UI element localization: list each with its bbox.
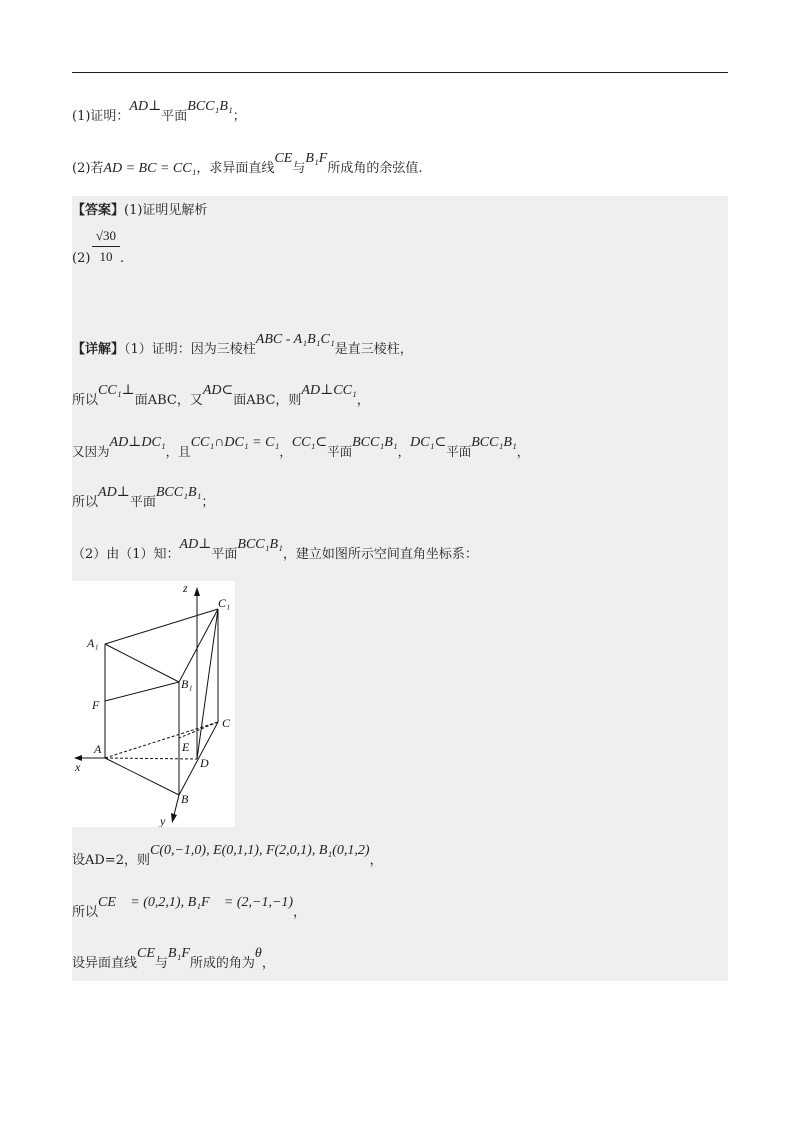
edge-a-b <box>105 758 179 795</box>
label-d: D <box>200 756 209 770</box>
detail-l4-m2: BCC₁B₁ <box>155 485 202 500</box>
detail-line-5 <box>72 537 478 562</box>
detail-l8-b1f: B₁F <box>167 946 190 961</box>
detail-line-7 <box>72 895 307 920</box>
detail-l5-p: 平面 <box>211 547 238 562</box>
prism-diagram <box>72 581 235 827</box>
label-b: B <box>181 792 189 806</box>
segment-d-c1 <box>197 609 218 759</box>
edge-a1-c1 <box>105 609 218 644</box>
detail-l2-end: ， <box>356 393 370 408</box>
q2-mid: ，求异面直线 <box>196 161 275 176</box>
answer-part-2-end: . <box>120 251 125 266</box>
detail-l1-math: ABC - A₁B₁C₁ <box>255 332 335 347</box>
detail-l6-end: ， <box>369 853 383 868</box>
fraction-numerator: √30 <box>92 228 120 247</box>
detail-l4-end: ； <box>201 495 215 510</box>
q2-condition: AD = BC = CC₁ <box>103 161 197 176</box>
detail-line-3 <box>72 435 530 460</box>
q1-end: ； <box>232 109 246 124</box>
detail-line-8 <box>72 946 275 971</box>
answer-fraction <box>92 228 120 265</box>
q2-end: 所成角的余弦值. <box>327 161 423 176</box>
detail-l4-p: 平面 <box>129 495 156 510</box>
answer-line-1 <box>72 204 207 217</box>
detail-l8-end: ， <box>261 956 275 971</box>
label-z: z <box>183 581 188 595</box>
answer-period <box>120 252 124 265</box>
detail-l3-a: 又因为 <box>72 444 110 459</box>
detail-l3-end: ， <box>516 444 530 459</box>
detail-l5-a: （2）由（1）知： <box>72 547 180 562</box>
detail-l3-m4: BCC₁B₁ <box>352 435 398 450</box>
detail-l8-a: 设异面直线 <box>72 956 138 971</box>
detail-l6-coords: C(0,−1,0), E(0,1,1), F(2,0,1), B₁(0,1,2) <box>149 843 370 858</box>
detail-l3-m2: CC₁∩DC₁ = C₁ <box>190 435 280 450</box>
q1-label: (1)证明： <box>72 109 130 124</box>
detail-l1-text: （1）证明：因为三棱柱 <box>124 342 256 357</box>
question-1 <box>72 99 246 124</box>
detail-l2-a: 所以 <box>72 393 99 408</box>
segment-f-b1 <box>105 682 179 701</box>
detail-l3-b: ，且 <box>165 444 191 459</box>
edge-a1-b1 <box>105 644 179 682</box>
answer-line-2 <box>72 252 90 265</box>
q2-yu: 与 <box>292 161 306 176</box>
answer-part-2-label: (2) <box>72 251 91 266</box>
label-c: C <box>222 716 231 730</box>
q1-plane-word: 平面 <box>161 109 188 124</box>
detail-l7-vectors: CE⃗ = (0,2,1), B₁F⃗ = (2,−1,−1) <box>98 895 294 910</box>
label-e: E <box>182 740 190 754</box>
detail-l1-end: 是直三棱柱， <box>334 342 413 357</box>
detail-line-6 <box>72 843 383 868</box>
question-2 <box>72 151 423 176</box>
label-f: F <box>92 698 100 712</box>
detail-l3-m1: AD⊥DC₁ <box>109 435 166 450</box>
detail-l4-m1: AD⊥ <box>98 485 130 500</box>
segment-c-e <box>179 722 218 738</box>
label-b1: B₁ <box>181 677 193 691</box>
label-c1: C₁ <box>218 596 231 610</box>
detail-line-2 <box>72 383 370 408</box>
detail-l6-a: 设AD=2，则 <box>72 853 150 868</box>
label-y: y <box>160 814 166 827</box>
detail-l2-m3: AD⊥CC₁ <box>301 383 357 398</box>
detail-l4-a: 所以 <box>72 495 99 510</box>
detail-tag: 【详解】 <box>72 342 125 357</box>
label-a: A <box>94 742 102 756</box>
edge-b1-c1 <box>179 609 218 682</box>
detail-l8-theta: θ <box>254 946 262 961</box>
q2-b1f: B₁F <box>305 151 328 166</box>
detail-l5-end: ，建立如图所示空间直角坐标系： <box>282 547 478 562</box>
header-rule <box>72 72 728 73</box>
detail-l8-b: 所成的角为 <box>189 956 255 971</box>
detail-l2-b: 面ABC，又 <box>134 393 203 408</box>
detail-l2-m2: AD⊂ <box>202 383 234 398</box>
detail-line-4 <box>72 485 215 510</box>
detail-l7-end: ， <box>293 905 307 920</box>
answer-part-1: (1)证明见解析 <box>124 203 208 218</box>
q1-math: AD⊥ <box>129 99 162 114</box>
y-arrow <box>171 813 177 823</box>
detail-line-1 <box>72 332 413 357</box>
detail-l5-m1: AD⊥ <box>179 537 212 552</box>
detail-l7-a: 所以 <box>72 905 99 920</box>
detail-l8-ce: CE <box>137 946 155 961</box>
fraction-denominator: 10 <box>99 249 113 264</box>
detail-l3-p2: 平面 <box>446 444 472 459</box>
detail-l3-p1: 平面 <box>327 444 353 459</box>
detail-l3-m3: CC₁⊂ <box>291 435 328 450</box>
answer-tag: 【答案】 <box>72 203 125 218</box>
detail-l3-m6: BCC₁B₁ <box>471 435 517 450</box>
z-arrow <box>194 587 200 596</box>
edge-a-d-hidden <box>105 758 197 759</box>
q1-plane: BCC₁B₁ <box>187 99 233 114</box>
label-x: x <box>75 760 81 774</box>
detail-l8-yu: 与 <box>154 956 168 971</box>
label-a1: A₁ <box>87 636 99 650</box>
detail-l3-d: ， <box>397 444 411 459</box>
detail-l2-m1: CC₁⊥ <box>98 383 135 398</box>
detail-l5-m2: BCC₁B₁ <box>237 537 283 552</box>
detail-l2-c: 面ABC，则 <box>233 393 302 408</box>
prism-figure <box>72 581 235 827</box>
q2-label: (2)若 <box>72 161 104 176</box>
q2-ce: CE <box>274 151 293 166</box>
detail-l3-c: ， <box>279 444 292 459</box>
edge-b-c <box>179 722 218 795</box>
detail-l3-m5: DC₁⊂ <box>410 435 447 450</box>
